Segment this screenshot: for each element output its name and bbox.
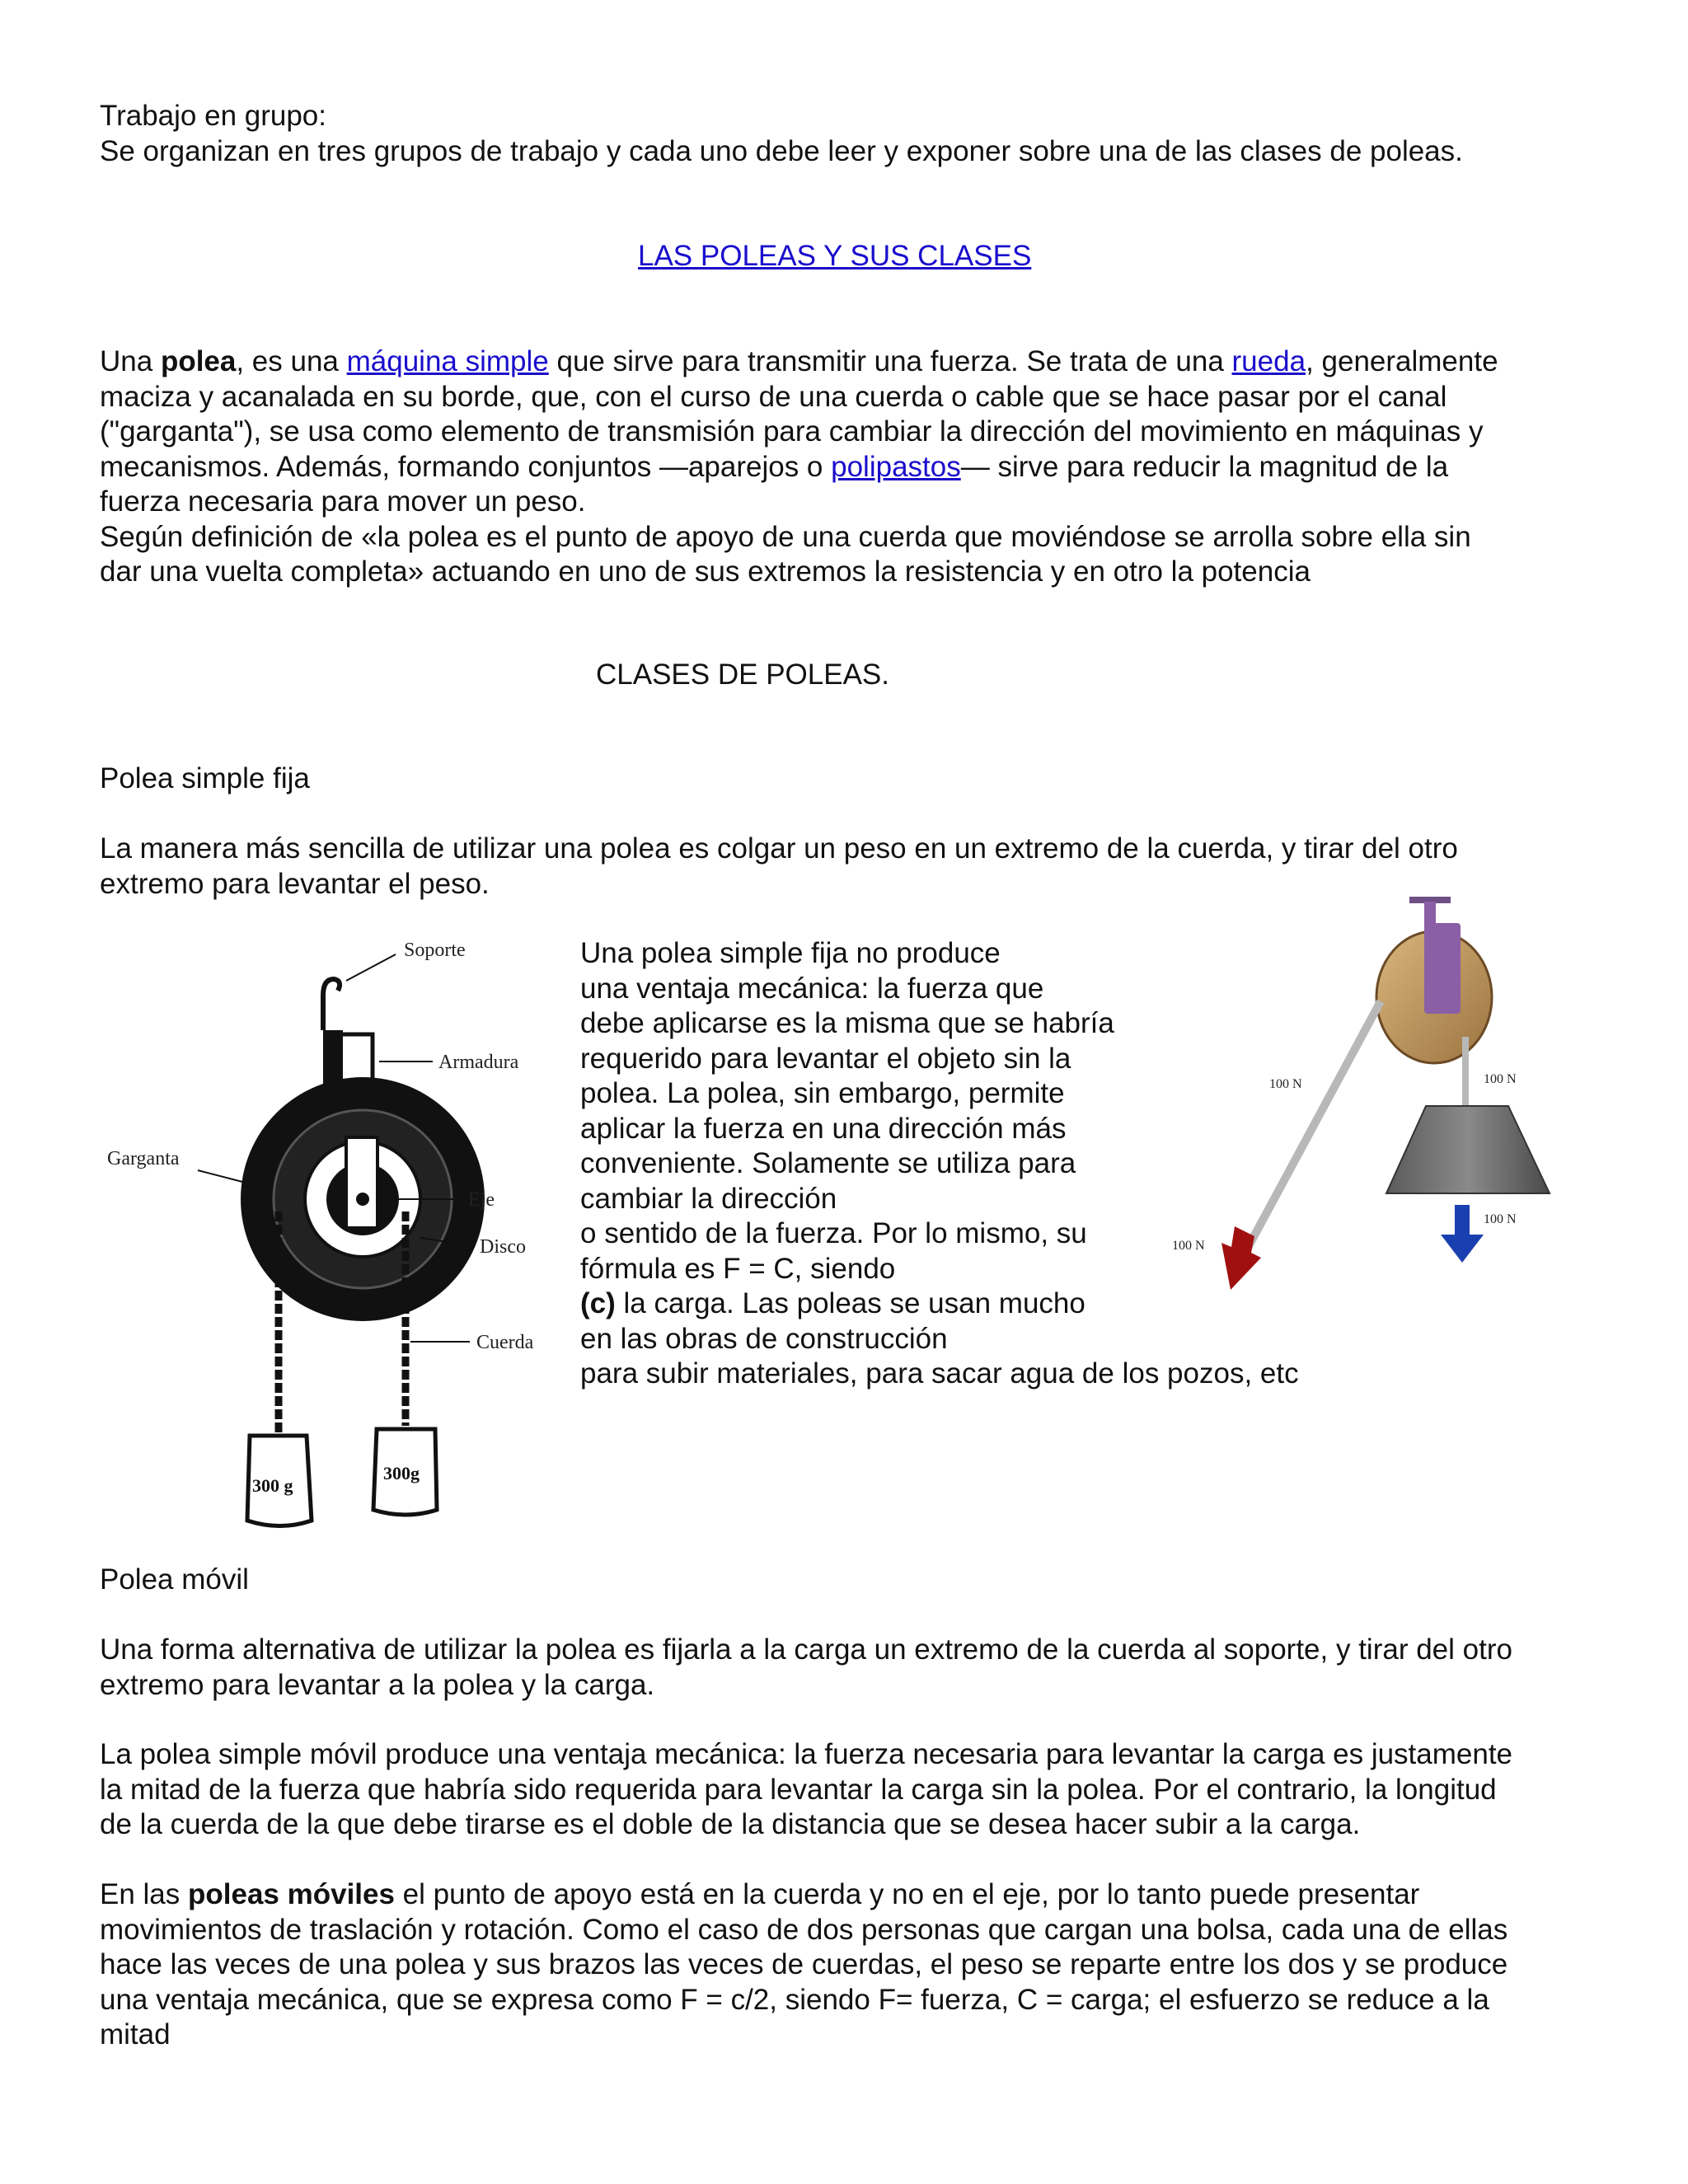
label-arrow-left: 100 N [1172, 1239, 1205, 1253]
frame-front [346, 1137, 377, 1228]
definition-line-4: mecanismos. Además, formando conjuntos —aparejos o polipastos— sirve para reducir la magnitud de la [100, 450, 1449, 483]
movil-p1-line-2: extremo para levantar a la polea y la carga. [100, 1668, 655, 1701]
definition-line-1: Una polea, es una máquina simple que sirve para transmitir una fuerza. Se trata de una rueda, generalmente [100, 345, 1498, 377]
movil-p2-line-1: La polea simple móvil produce una ventaja mecánica: la fuerza necesaria para levantar la carga es justamente [100, 1738, 1513, 1770]
definition-line-6: Según definición de «la polea es el punto de apoyo de una cuerda que moviéndose se arrolla sobre ella sin [100, 520, 1471, 553]
movil-p3-line-5: mitad [100, 2018, 171, 2050]
movil-p1-line-1: Una forma alternativa de utilizar la polea es fijarla a la carga un extremo de la cuerda al soporte, y tirar del otro [100, 1633, 1512, 1666]
movil-paragraph-1 [100, 1633, 1600, 1703]
pulley-diagram [99, 931, 560, 1541]
rueda-link[interactable]: rueda [1231, 345, 1306, 377]
label-soporte: Soporte [404, 940, 466, 961]
desc-line: Una polea simple fija no produce [580, 937, 1001, 969]
definition-line-2: maciza y acanalada en su borde, que, con el curso de una cuerda o cable que se hace pasar por el canal [100, 380, 1447, 413]
label-armadura: Armadura [438, 1052, 519, 1073]
intro-block [100, 99, 1600, 169]
weight-left-label: 300 g [252, 1475, 293, 1496]
desc-line: aplicar la fuerza en una dirección más [580, 1112, 1067, 1145]
label-garganta: Garganta [107, 1148, 180, 1169]
movil-p3-line-3: hace las veces de una polea y sus brazos las veces de cuerdas, el peso se reparte entre los dos y se produce [100, 1948, 1508, 1980]
desc-line: debe aplicarse es la misma que se habría [580, 1007, 1114, 1039]
desc-line: (c) la carga. Las poleas se usan mucho [580, 1287, 1085, 1319]
desc-line: o sentido de la fuerza. Por lo mismo, su [580, 1217, 1087, 1249]
rope-diagonal [1243, 1001, 1381, 1257]
definition-line-5: fuerza necesaria para mover un peso. [100, 485, 586, 518]
simple-fija-intro-line-1: La manera más sencilla de utilizar una polea es colgar un peso en un extremo de la cuerda, y tirar del otro [100, 832, 1458, 865]
simple-fija-heading: Polea simple fija [100, 762, 310, 794]
title-link[interactable]: LAS POLEAS Y SUS CLASES [638, 240, 1032, 272]
movil-paragraph-2 [100, 1737, 1600, 1843]
garganta-leader [198, 1170, 246, 1183]
intro-line-1: Trabajo en grupo: [100, 100, 326, 132]
label-rope-left: 100 N [1269, 1077, 1302, 1091]
desc-line: en las obras de construcción [580, 1322, 948, 1355]
intro-line-2: Se organizan en tres grupos de trabajo y cada uno debe leer y exponer sobre una de las clases de poleas. [100, 134, 1463, 167]
desc-line: una ventaja mecánica: la fuerza que [580, 972, 1044, 1005]
movil-heading: Polea móvil [100, 1563, 249, 1596]
soporte-leader [346, 954, 396, 981]
simple-fija-intro-line-2: extremo para levantar el peso. [100, 867, 490, 900]
clases-heading: CLASES DE POLEAS. [596, 658, 889, 691]
weight-right-label: 300g [383, 1463, 420, 1483]
label-arrow-right: 100 N [1484, 1212, 1517, 1226]
definition-line-7: dar una vuelta completa» actuando en uno de sus extremos la resistencia y en otro la potencia [100, 555, 1311, 588]
label-disco: Disco [480, 1236, 526, 1258]
trapezoid-weight [1386, 1106, 1550, 1193]
pulley-bracket [1424, 923, 1461, 1014]
movil-p2-line-3: de la cuerda de la que debe tirarse es el doble de la distancia que se desea hacer subir a la carga. [100, 1808, 1361, 1840]
desc-line: fórmula es F = C, siendo [580, 1252, 896, 1285]
label-eje: Eje [468, 1189, 495, 1211]
desc-line: polea. La polea, sin embargo, permite [580, 1077, 1065, 1109]
definition-line-3: ("garganta"), se usa como elemento de transmisión para cambiar la dirección del movimiento en máquinas y [100, 415, 1484, 448]
label-cuerda: Cuerda [476, 1332, 534, 1353]
definition-paragraph [100, 344, 1600, 590]
desc-line: cambiar la dirección [580, 1182, 837, 1215]
hook-icon [323, 979, 340, 1030]
eje-dot [356, 1193, 369, 1206]
polipastos-link[interactable]: polipastos [831, 450, 961, 483]
desc-line: para subir materiales, para sacar agua de los pozos, etc [580, 1357, 1299, 1390]
label-rope-right: 100 N [1484, 1072, 1517, 1086]
desc-line: conveniente. Solamente se utiliza para [580, 1147, 1076, 1179]
movil-p2-line-2: la mitad de la fuerza que habría sido requerida para levantar la carga sin la polea. Por el contrario, la longitud [100, 1773, 1497, 1806]
blue-force-arrow [1441, 1205, 1484, 1263]
movil-paragraph-3 [100, 1877, 1600, 2053]
title-link-wrap [638, 239, 1031, 274]
pulley-render-diagram [1162, 890, 1566, 1302]
maquina-simple-link[interactable]: máquina simple [346, 345, 549, 377]
desc-line: requerido para levantar el objeto sin la [580, 1042, 1071, 1075]
movil-p3-line-4: una ventaja mecánica, que se expresa como F = c/2, siendo F= fuerza, C = carga; el esfuerzo se reduce a la [100, 1983, 1489, 2016]
movil-p3-line-1: En las poleas móviles el punto de apoyo está en la cuerda y no en el eje, por lo tanto puede presentar [100, 1878, 1420, 1910]
mount-stem [1424, 902, 1436, 926]
movil-p3-line-2: movimientos de traslación y rotación. Como el caso de dos personas que cargan una bolsa, cada una de ellas [100, 1913, 1508, 1946]
